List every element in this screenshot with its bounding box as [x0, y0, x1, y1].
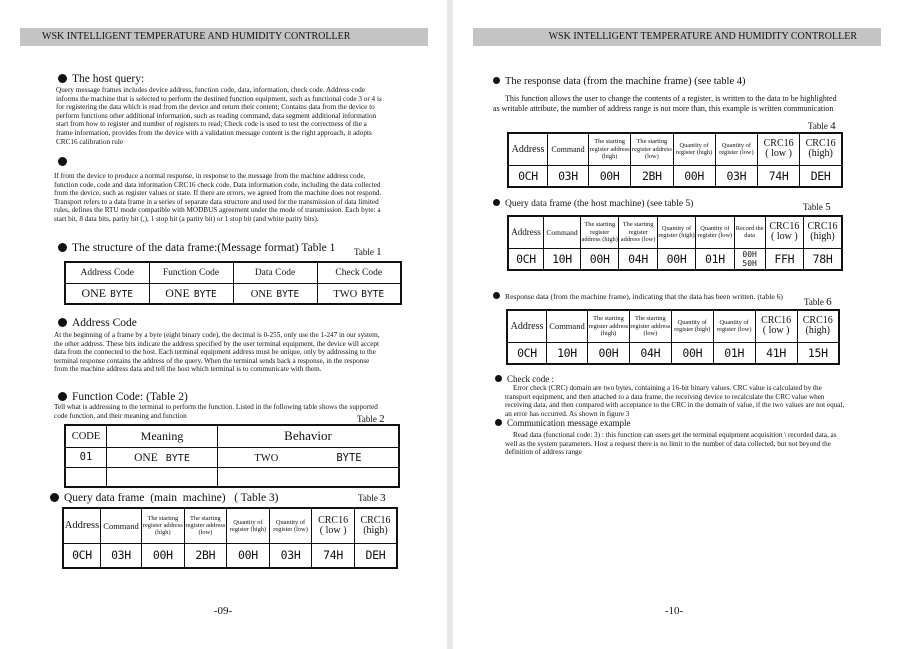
- bullet-icon: [493, 77, 500, 84]
- address-code-heading: Address Code: [58, 317, 137, 329]
- table1-cell: TWO BYTE: [317, 283, 401, 304]
- table2-cell: [65, 467, 107, 487]
- table2-header: CODE: [65, 425, 107, 447]
- table2-cell: [218, 467, 400, 487]
- table3-header: The starting register address (low): [184, 508, 227, 543]
- table1-header: Function Code: [149, 262, 233, 283]
- check-code-text: Error check (CRC) domain are two bytes, containing a 16-bit binary values. CRC value is calculated by the transport equipment, and then attached to a data frame, the receiving device to recalculate the CRC value when receiving data, and then compared with acceptance to the CRC in the domain of value, if the two values are not equal, an error has occurred. As shown in figure 3: [505, 384, 845, 418]
- table3-header: The starting register address (high): [142, 508, 185, 543]
- table3-cell: 00H: [142, 543, 185, 568]
- comm-example-heading: Communication message example: [495, 418, 630, 428]
- table5-label: Table 5: [803, 201, 831, 213]
- table-4: [507, 132, 843, 188]
- right-page: [453, 0, 900, 649]
- table4-header: The starting register address (low): [631, 133, 673, 165]
- table1-cell: ONE BYTE: [65, 283, 149, 304]
- function-code-text: Tell what is addressing to the terminal to perform the function. Listed in the following table shows the supported code function, and their meaning and function: [54, 403, 378, 420]
- table5-cell: 0CH: [508, 248, 544, 270]
- table6-cell: 00H: [588, 342, 630, 364]
- table4-header: Command: [548, 133, 589, 165]
- table3-header: Address: [63, 508, 101, 543]
- table4-header: The starting register address (high): [589, 133, 631, 165]
- table5-header: Command: [544, 216, 581, 248]
- bullet-icon: [495, 419, 502, 426]
- table3-cell: 03H: [101, 543, 142, 568]
- table2-cell: TWO BYTE: [218, 447, 400, 467]
- right-page-header: WSK INTELLIGENT TEMPERATURE AND HUMIDITY CONTROLLER: [473, 28, 881, 46]
- table6-header: The starting register address (high): [588, 310, 630, 342]
- table2-cell: 01: [65, 447, 107, 467]
- table2-header: Behavior: [218, 425, 400, 447]
- table3-label: Table 3: [358, 492, 386, 504]
- bullet-icon: [58, 74, 67, 83]
- table6-header: CRC16 (high): [797, 310, 839, 342]
- table5-cell: 10H: [544, 248, 581, 270]
- response-written-heading: Response data (from the machine frame), indicating that the data has been written. (table 6): [493, 292, 783, 301]
- table-6: [506, 309, 840, 365]
- table5-cell: 78H: [804, 248, 842, 270]
- bullet-icon: [58, 243, 67, 252]
- function-code-heading: Function Code: (Table 2): [58, 391, 188, 403]
- table3-cell: 2BH: [184, 543, 227, 568]
- table6-header: CRC16 ( low ): [755, 310, 797, 342]
- response-text: If from the device to produce a normal response, in response to the message from the machine address code, function code, code and data information CRC16 check code. Data information code, including the data collected from the device, such as register values or state. If there are errors, we agreed from the machine does not respond. Transport refers to a data frame in a series of separate data structure and used for the transmission of data limited rules, defines the RTU mode compatible with MODBUS agreement under the mode of transmission. Each byte: a start bit, 8 data bits, parity bit (,), 1 stop bit (a parity bit) or 1 stop bit (and white parity bits).: [54, 172, 382, 223]
- table3-header: Quantity of register (high): [227, 508, 270, 543]
- query-frame-heading: Query data frame (main machine) ( Table 3): [50, 492, 279, 504]
- bullet-icon: [495, 375, 502, 382]
- table5-cell: 00H: [657, 248, 695, 270]
- table3-header: Quantity of register (low): [269, 508, 312, 543]
- left-page-header: WSK INTELLIGENT TEMPERATURE AND HUMIDITY CONTROLLER: [20, 28, 428, 46]
- table6-cell: 41H: [755, 342, 797, 364]
- table6-header: Address: [507, 310, 547, 342]
- address-code-text: At the beginning of a frame by a byte (eight binary code), the decimal is 0-255, only use the 1-247 in our system, the other address. These bits indicate the address specified by the user terminal equipment, the device will accept data from the connected to the host. Each terminal equipment address must be unique, only by addressing to the terminal response contains the address of the query. When the terminal sends back a response, in the response from the machine address data and tell the host which terminal is to communicate with them.: [54, 331, 380, 374]
- response-bullet: [58, 156, 72, 168]
- table-1: [64, 261, 402, 305]
- table3-header: CRC16 (high): [354, 508, 397, 543]
- table3-header: CRC16 ( low ): [312, 508, 355, 543]
- table4-cell: 00H: [589, 165, 631, 187]
- table2-cell: ONE BYTE: [107, 447, 218, 467]
- table-3: [62, 507, 398, 569]
- table1-cell: ONE BYTE: [233, 283, 317, 304]
- table5-header: CRC16 ( low ): [765, 216, 803, 248]
- table3-cell: 74H: [312, 543, 355, 568]
- bullet-icon: [493, 292, 500, 299]
- bullet-icon: [50, 493, 59, 502]
- bullet-icon: [58, 318, 67, 327]
- table6-cell: 10H: [547, 342, 588, 364]
- table6-header: The starting register address (low): [629, 310, 671, 342]
- table3-header: Command: [101, 508, 142, 543]
- table4-cell: DEH: [800, 165, 842, 187]
- table4-cell: 0CH: [508, 165, 548, 187]
- table5-header: CRC16 (high): [804, 216, 842, 248]
- table1-label: Table 1: [354, 246, 382, 258]
- table5-header: The starting register address (high): [581, 216, 619, 248]
- table5-header: Quantity of register (high): [657, 216, 695, 248]
- table4-label: Table 4: [808, 120, 836, 132]
- response-data-text: This function allows the user to change the contents of a register, is written to the data to be highlighted as writable attribute, the number of address range is not more than, this example is written communication: [493, 94, 837, 113]
- host-query-heading: The host query:: [58, 73, 144, 85]
- table1-header: Check Code: [317, 262, 401, 283]
- table1-cell: ONE BYTE: [149, 283, 233, 304]
- left-page-number: -09-: [213, 605, 233, 617]
- table6-cell: 0CH: [507, 342, 547, 364]
- table-2: [64, 424, 400, 488]
- table2-cell: [107, 467, 218, 487]
- response-data-heading: The response data (from the machine frame) (see table 4): [493, 76, 746, 87]
- table4-cell: 03H: [715, 165, 757, 187]
- table6-cell: 04H: [629, 342, 671, 364]
- bullet-icon: [493, 199, 500, 206]
- table5-cell: FFH: [765, 248, 803, 270]
- table-5: [507, 215, 843, 271]
- query-host-heading: Query data frame (the host machine) (see table 5): [493, 199, 693, 209]
- table6-cell: 01H: [713, 342, 755, 364]
- table5-cell: 00H 50H: [734, 248, 765, 270]
- table4-header: Address: [508, 133, 548, 165]
- table3-cell: 00H: [227, 543, 270, 568]
- table6-label: Table 6: [804, 296, 832, 308]
- table5-cell: 00H: [581, 248, 619, 270]
- table4-cell: 74H: [758, 165, 800, 187]
- bullet-icon: [58, 157, 67, 166]
- table1-header: Address Code: [65, 262, 149, 283]
- table4-header: CRC16 ( low ): [758, 133, 800, 165]
- structure-heading: The structure of the data frame:(Message format) Table 1: [58, 242, 335, 254]
- table5-header: Address: [508, 216, 544, 248]
- table2-label: Table 2: [357, 413, 385, 425]
- table6-header: Quantity of register (low): [713, 310, 755, 342]
- table3-cell: 0CH: [63, 543, 101, 568]
- table5-header: Quantity of register (low): [696, 216, 734, 248]
- table4-header: Quantity of register (low): [715, 133, 757, 165]
- right-page-number: -10-: [664, 605, 684, 617]
- table3-cell: 03H: [269, 543, 312, 568]
- table1-header: Data Code: [233, 262, 317, 283]
- table4-cell: 2BH: [631, 165, 673, 187]
- table6-cell: 15H: [797, 342, 839, 364]
- table3-cell: DEH: [354, 543, 397, 568]
- table6-header: Quantity of register (high): [671, 310, 713, 342]
- table6-header: Command: [547, 310, 588, 342]
- table5-header: The starting register address (low): [619, 216, 657, 248]
- bullet-icon: [58, 392, 67, 401]
- check-code-heading: Check code :: [495, 374, 554, 384]
- table5-header: Record the data: [734, 216, 765, 248]
- table4-header: CRC16 (high): [800, 133, 842, 165]
- left-page: [0, 0, 447, 649]
- table4-cell: 00H: [673, 165, 715, 187]
- comm-example-text: Read data (functional code: 3) : this function can users get the terminal equipment acquisition \ recorded data, as well as the system parameters. Host a request there is no limit to the number of data collected, but not beyond the definition of address range: [505, 431, 837, 457]
- table5-cell: 01H: [696, 248, 734, 270]
- host-query-text: Query message frames includes device address, function code, data, information, check code. Address code informs the machine that is selected to perform the destined function equipment, such as functional code 3 or 4 is for registering the data which is read from the device and return their content; Contains data from the device to perform functions other additional information, such as reading command, data segment additional information start from how to register and number of registers to read; Check code is used to test the correctness of the a frame information, provides from the device with a validation message content is the right approach, it adopts CRC16 calibration rule: [56, 86, 382, 146]
- table6-cell: 00H: [671, 342, 713, 364]
- table4-cell: 03H: [548, 165, 589, 187]
- table2-header: Meaning: [107, 425, 218, 447]
- table5-cell: 04H: [619, 248, 657, 270]
- table4-header: Quantity of register (high): [673, 133, 715, 165]
